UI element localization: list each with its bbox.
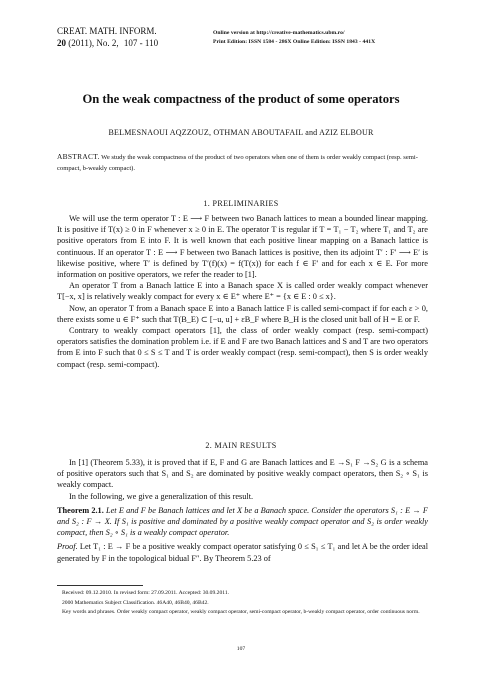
paragraph: An operator T from a Banach lattice E into a Banach space X is called order weakly compact whenever T[−x, x] is relatively weakly compact for every x ∈ E⁺ where E⁺ = {x ∈ E : 0 ≤ x}. [57, 281, 428, 302]
theorem [57, 505, 428, 539]
paper-authors: BELMESNAOUI AQZZOUZ, OTHMAN ABOUTAFAIL and AZIZ ELBOUR [108, 128, 374, 137]
journal-pages: 107 - 110 [123, 38, 159, 48]
paragraph: In the following, we give a generalization of this result. [69, 491, 254, 501]
theorem-statement: Let E and F be Banach lattices and let X be a Banach space. Consider the operators S₁ : E → F and S₂ : F → X. If S₁ is positive and dominated by a positive weakly compact operator and S₂ is order weakly compact, then S₂ ∘ S₁ is a weakly compact operator. [57, 505, 428, 538]
page-number: 107 [236, 646, 246, 652]
journal-issue: (2011), No. 2, [68, 38, 119, 48]
footnote-keywords: Key words and phrases. Order weakly compact operator, weakly compact operator, semi-compact operator, b-weakly compact operator, order continuous norm. [62, 609, 420, 615]
footnote-divider [57, 585, 143, 586]
journal-name: CREAT. MATH. INFORM. [57, 26, 157, 36]
journal-volume: 20 [57, 38, 66, 48]
journal-header [57, 25, 158, 49]
abstract [57, 151, 428, 174]
footnote-received: Received: 09.12.2010. In revised form: 27.09.2011. Accepted: 30.09.2011. [62, 590, 230, 596]
preliminaries-body [57, 213, 428, 370]
section-heading-main-results: 2. MAIN RESULTS [205, 441, 277, 450]
proof-text: Let T₁ : E → F be a positive weakly compact operator satisfying 0 ≤ S₁ ≤ T₁ and let A be the order ideal generated by F in the topological bidual F″. By Theorem 5.23 of [57, 542, 429, 563]
proof [57, 541, 428, 563]
footnotes [62, 589, 428, 618]
main-results-body [57, 457, 428, 564]
print-edition-issn: Print Edition: ISSN 1584 - 286X Online Edition: ISSN 1843 - 441X [213, 39, 376, 45]
paragraph: We will use the term operator T : E ⟶ F between two Banach lattices to mean a bounded linear mapping. It is positive if T(x) ≥ 0 in F whenever x ≥ 0 in E. The operator T is regular if T = T₁ − T₂ where T₁ and T₂ are positive operators from E into F. It is well known that each positive linear mapping on a Banach lattice is continuous. If an operator T : E ⟶ F between two Banach lattices is positive, then its adjoint T′ : F′ ⟶ E′ is likewise positive, where T′ is defined by T′(f)(x) = f(T(x)) for each f ∈ F′ and for each x ∈ E. For more information on positive operators, we refer the reader to [1]. [57, 214, 428, 280]
edition-info [213, 29, 375, 47]
online-version-link[interactable]: Online version at http://creative-mathematics.ubm.ro/ [213, 30, 345, 36]
proof-label: Proof. [57, 542, 78, 552]
theorem-label: Theorem 2.1. [57, 505, 104, 515]
section-heading-preliminaries: 1. PRELIMINARIES [203, 199, 279, 208]
paragraph: In [1] (Theorem 5.33), it is proved that if E, F and G are Banach lattices and E →S₁ F →S₂ G is a schema of positive operators such that S₁ and S₂ are dominated by positive weakly compact operators, then S₂ ∘ S₁ is weakly compact. [57, 458, 428, 490]
paragraph: Now, an operator T from a Banach space E into a Banach lattice F is called semi-compact if for each ε > 0, there exists some u ∈ F⁺ such that T(B_E) ⊂ [−u, u] + εB_F where B_H is the closed unit ball of H = E or F. [57, 303, 428, 324]
paragraph: Contrary to weakly compact operators [1], the class of order weakly compact (resp. semi-compact) operators satisfies the domination problem i.e. if E and F are two Banach lattices and S and T are two operators from E into F such that 0 ≤ S ≤ T and T is order weakly compact (resp. semi-compact), then S is order weakly compact (resp. semi-compact). [57, 326, 428, 369]
footnote-msc: 2000 Mathematics Subject Classification. 46A40, 46B40, 46B42. [62, 599, 209, 606]
journal-citation [57, 37, 158, 49]
paper-title: On the weak compactness of the product of some operators [82, 92, 400, 106]
abstract-text: We study the weak compactness of the product of two operators when one of them is order weakly compact (resp. semi-compact, b-weakly compact). [57, 154, 418, 172]
abstract-label: ABSTRACT. [57, 152, 100, 161]
